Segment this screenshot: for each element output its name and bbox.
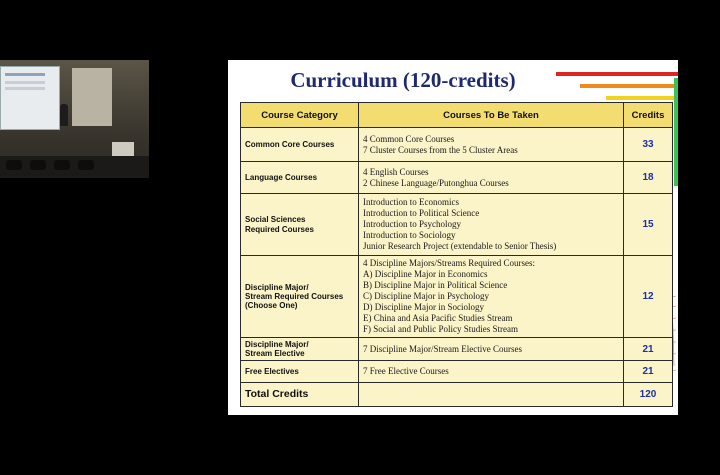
lecture-video-inset [0,60,149,178]
category-line: Required Courses [245,224,314,234]
course-line: 7 Free Elective Courses [363,366,449,377]
category-line: Stream Required Courses [245,291,344,301]
category-line: (Choose One) [245,301,298,311]
wall-panel [72,68,112,126]
category-line: Discipline Major/ [245,339,309,349]
audience-seat [6,160,22,170]
course-line: 4 Common Core Courses [363,133,455,144]
total-empty-cell [359,383,624,407]
header-courses-to-be-taken: Courses To Be Taken [359,103,624,128]
course-line: F) Social and Public Policy Studies Stream [363,323,518,334]
credits-cell: 18 [624,162,673,194]
credits-cell: 15 [624,194,673,256]
projection-screen [0,66,60,130]
category-cell [241,162,359,194]
course-line: Introduction to Economics [363,197,459,208]
course-line: B) Discipline Major in Political Science [363,280,508,291]
audience-seat [78,160,94,170]
category-line: Discipline Major/ [245,282,309,292]
category-cell [241,194,359,256]
course-line: 4 English Courses [363,166,429,177]
course-line: Introduction to Psychology [363,219,461,230]
courses-cell [359,194,624,256]
slide-title: Curriculum (120-credits) [290,68,516,92]
table-row [241,128,673,162]
audience-floor [0,156,149,178]
course-line: 2 Chinese Language/Putonghua Courses [363,177,509,188]
category-cell [241,338,359,361]
decor-stripe-orange [580,84,678,88]
credits-cell: 21 [624,361,673,383]
decor-stripe-green [674,78,678,186]
courses-cell [359,162,624,194]
category-line: Free Electives [245,366,299,376]
total-row [241,383,673,407]
decor-stripe-red [556,72,678,76]
audience-seat [30,160,46,170]
presentation-slide [228,60,678,415]
category-cell [241,256,359,338]
category-line: Common Core Courses [245,139,335,149]
audience-seat [54,160,70,170]
table-row [241,194,673,256]
courses-cell [359,361,624,383]
table-row [241,338,673,361]
header-course-category: Course Category [241,103,359,128]
credits-cell: 21 [624,338,673,361]
course-line: Introduction to Sociology [363,229,456,240]
course-line: Junior Research Project (extendable to Senior Thesis) [363,240,557,251]
course-line: D) Discipline Major in Sociology [363,301,484,312]
category-cell [241,128,359,162]
curriculum-table [240,102,673,407]
total-label: Total Credits [241,383,359,407]
speaker-figure [60,104,68,126]
courses-cell [359,256,624,338]
table-row [241,162,673,194]
course-line: 7 Cluster Courses from the 5 Cluster Areas [363,144,518,155]
course-line: 7 Discipline Major/Stream Elective Courses [363,343,522,354]
table-header-row [241,103,673,128]
courses-cell [359,338,624,361]
table-row [241,256,673,338]
category-line: Language Courses [245,172,318,182]
category-cell [241,361,359,383]
course-line: A) Discipline Major in Economics [363,269,488,280]
courses-cell [359,128,624,162]
credits-cell: 12 [624,256,673,338]
category-line: Social Sciences [245,215,306,225]
course-line: E) China and Asia Pacific Studies Stream [363,312,513,323]
category-line: Stream Elective [245,349,305,358]
course-line: C) Discipline Major in Psychology [363,291,489,302]
table-row [241,361,673,383]
total-credits: 120 [624,383,673,407]
course-line: Introduction to Political Science [363,208,480,219]
header-credits: Credits [624,103,673,128]
decor-stripe-yellow [606,96,678,100]
credits-cell: 33 [624,128,673,162]
course-line: 4 Discipline Majors/Streams Required Courses: [363,258,535,269]
